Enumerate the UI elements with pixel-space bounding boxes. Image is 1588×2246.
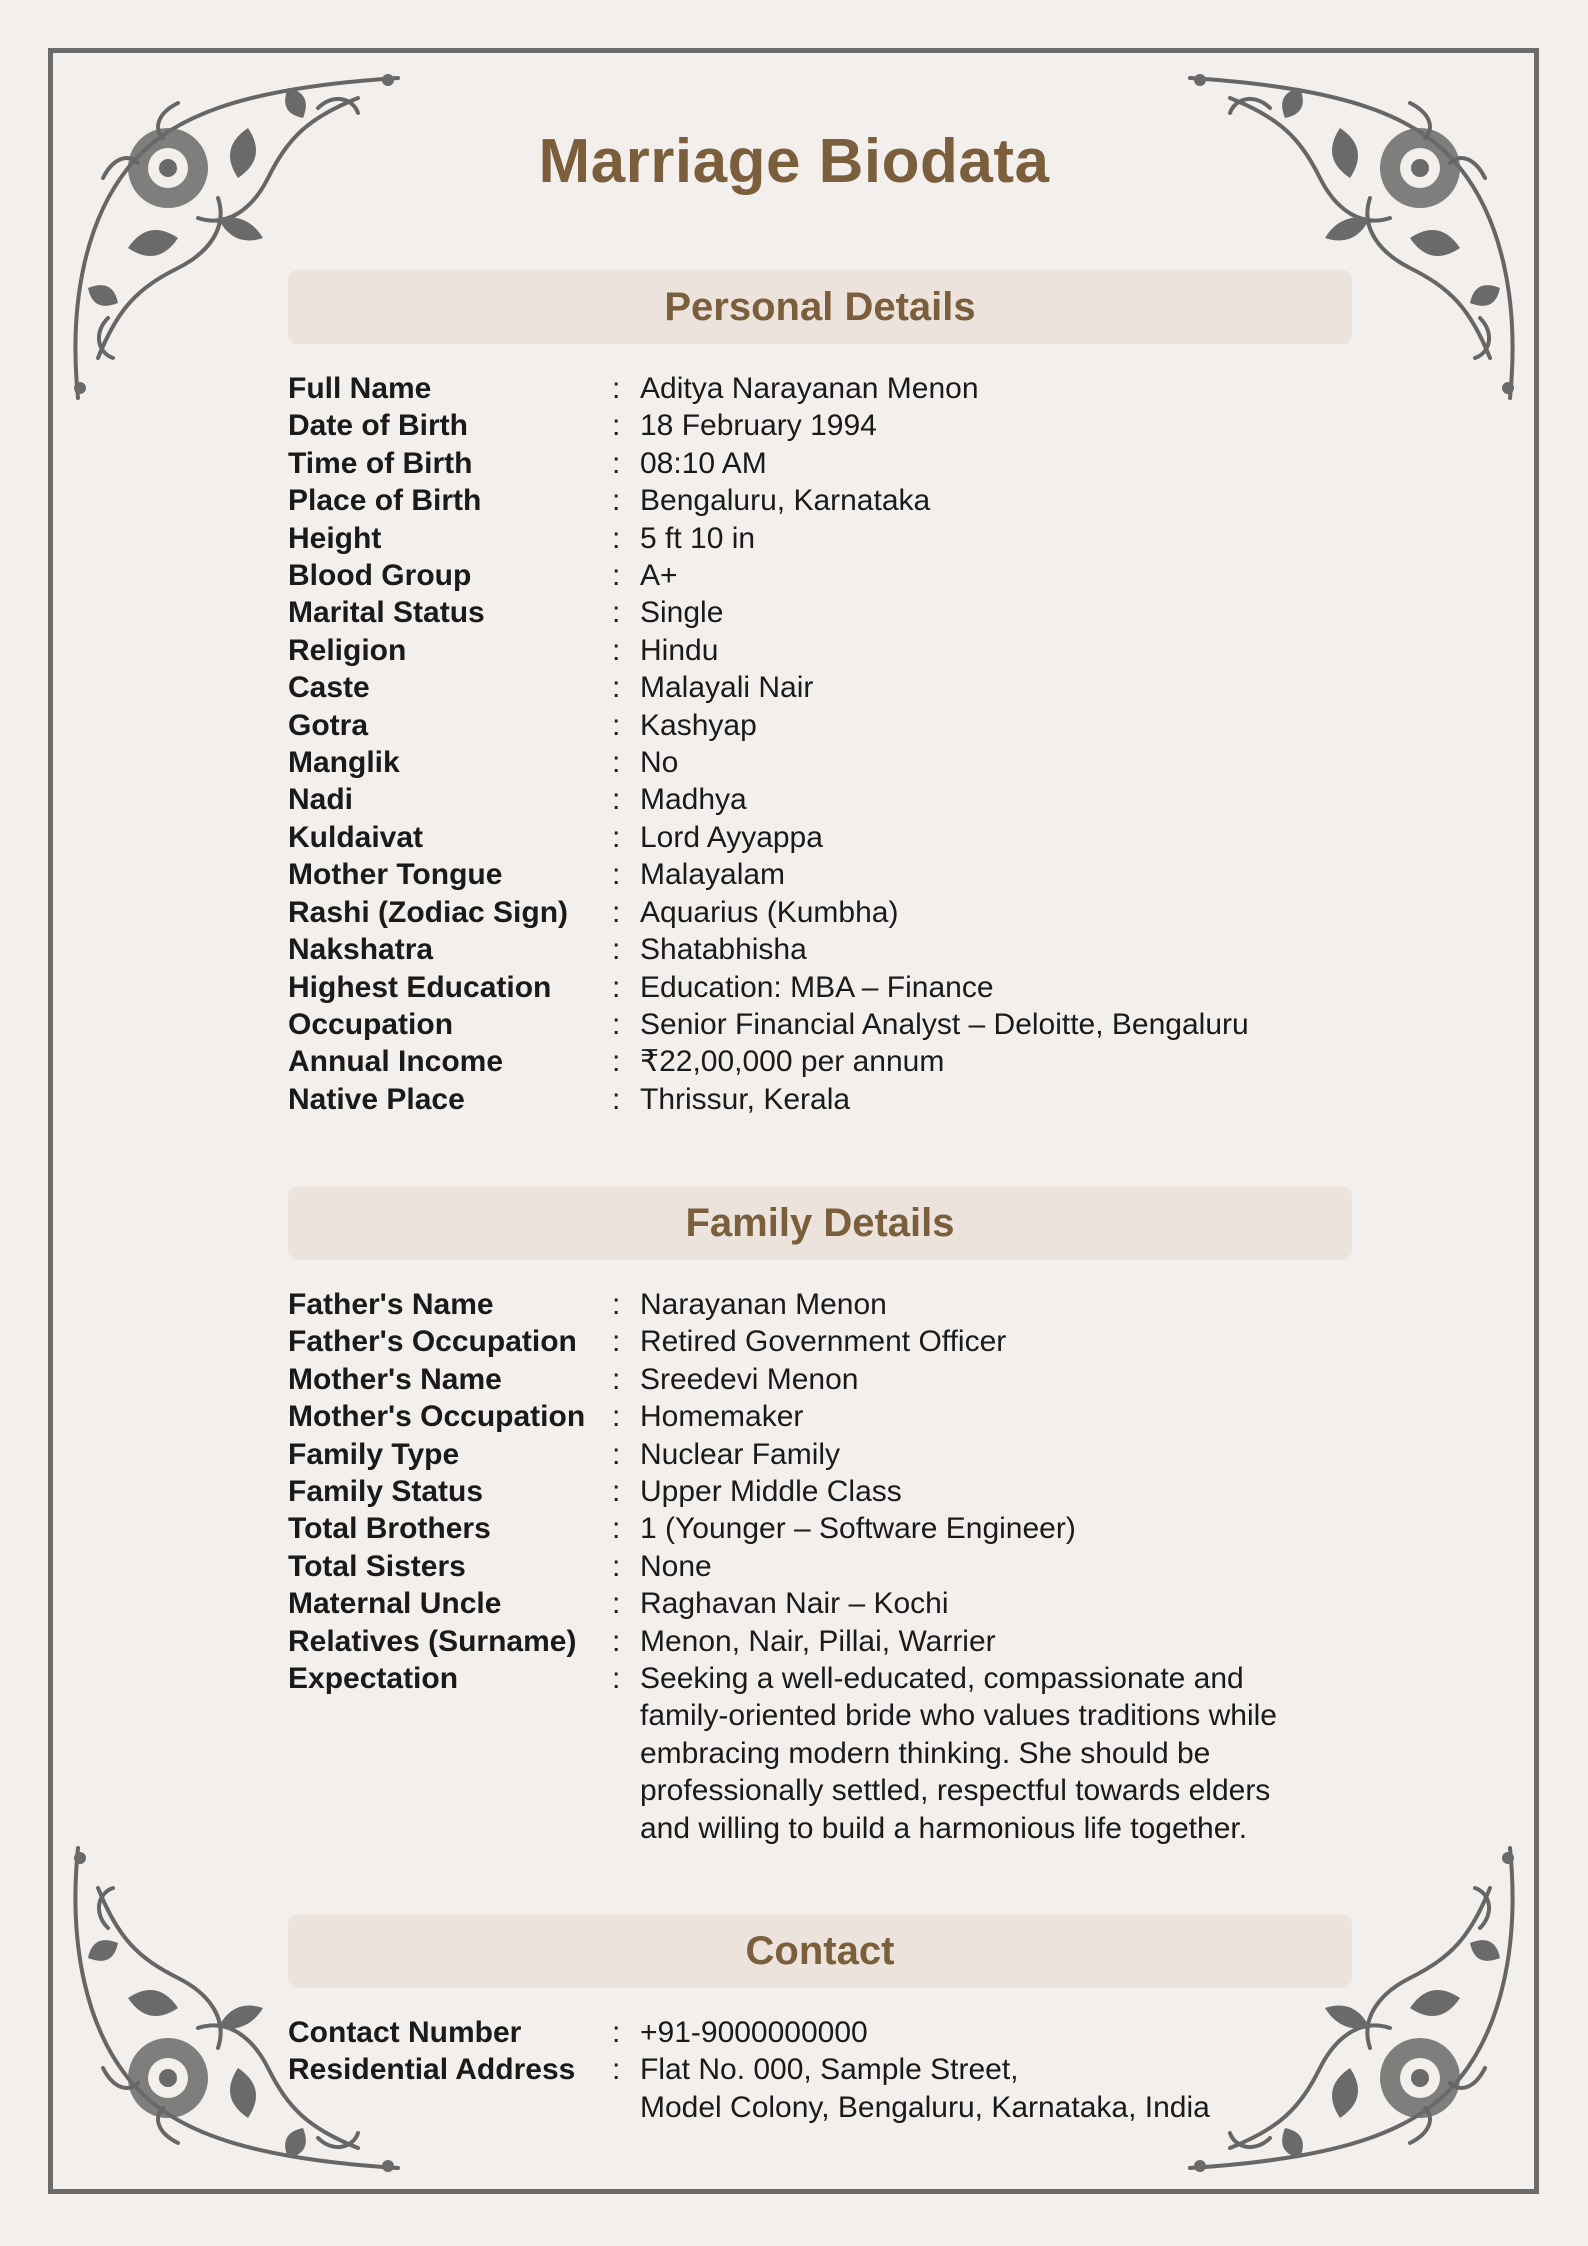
detail-row [288,1623,1352,1660]
detail-value: Bengaluru, Karnataka [640,484,931,518]
detail-label: Maternal Uncle [288,1587,502,1621]
personal-details-list [288,370,1352,1118]
detail-value: +91-9000000000 [640,2016,868,2049]
detail-separator: : [612,970,621,1004]
detail-value: Thrissur, Kerala [640,1082,851,1116]
detail-row [288,856,1352,893]
detail-separator: : [612,1007,621,1041]
detail-separator: : [612,372,621,405]
detail-value: A+ [640,559,678,593]
detail-row [288,2014,1352,2051]
detail-label: Blood Group [288,559,472,593]
detail-label: Highest Education [288,970,552,1004]
detail-row [288,407,1352,444]
personal-details-section [288,270,1352,1118]
detail-label: Mother's Name [288,1362,502,1396]
contact-details-list [288,2014,1352,2126]
detail-row [288,1081,1352,1118]
detail-row [288,1548,1352,1585]
detail-row [288,2051,1352,2126]
detail-label: Occupation [288,1007,454,1041]
detail-label: Height [288,521,382,555]
detail-value: Retired Government Officer [640,1325,1007,1359]
detail-label: Relatives (Surname) [288,1624,577,1658]
detail-value: Homemaker [640,1400,804,1434]
detail-label: Place of Birth [288,484,482,518]
detail-separator: : [612,521,621,555]
detail-value: Flat No. 000, Sample Street, Model Colony, Bengaluru, Karnataka, India [640,2053,1210,2124]
detail-label: Residential Address [288,2053,576,2087]
detail-label: Native Place [288,1082,465,1116]
detail-row [288,969,1352,1006]
detail-value: Kashyap [640,708,757,742]
detail-row [288,669,1352,706]
detail-separator: : [612,1082,621,1116]
detail-label: Full Name [288,372,432,405]
detail-label: Marital Status [288,596,485,630]
detail-row [288,1585,1352,1622]
detail-value: Senior Financial Analyst – Deloitte, Bengaluru [640,1007,1249,1041]
detail-separator: : [612,1325,621,1359]
family-details-section [288,1186,1352,1847]
detail-label: Mother's Occupation [288,1400,586,1434]
detail-value: Seeking a well-educated, compassionate and family-oriented bride who values traditions while embracing modern thinking. She should be professionally settled, respectful towards elders and willing to build a harmonious life together. [640,1662,1277,1845]
detail-value: Narayanan Menon [640,1288,887,1321]
detail-row [288,931,1352,968]
detail-separator: : [612,820,621,854]
detail-value: Lord Ayyappa [640,820,823,854]
detail-label: Total Brothers [288,1512,491,1546]
detail-separator: : [612,783,621,817]
detail-value: Education: MBA – Finance [640,970,994,1004]
detail-label: Nadi [288,783,354,817]
page-title: Marriage Biodata [538,127,1050,196]
detail-row [288,1286,1352,1323]
detail-value: None [640,1549,712,1583]
contact-section [288,1914,1352,2126]
detail-label: Total Sisters [288,1549,466,1583]
detail-value: 18 February 1994 [640,409,877,443]
detail-separator: : [612,446,621,480]
detail-label: Family Type [288,1437,460,1471]
detail-separator: : [612,1045,621,1079]
detail-row [288,1473,1352,1510]
personal-details-heading: Personal Details [288,270,1352,344]
detail-separator: : [612,1624,621,1658]
detail-separator: : [612,409,621,443]
detail-value: Aquarius (Kumbha) [640,895,899,929]
detail-value: 1 (Younger – Software Engineer) [640,1512,1076,1546]
detail-label: Father's Occupation [288,1325,577,1359]
detail-value: No [640,746,679,780]
detail-label: Father's Name [288,1288,494,1321]
detail-row [288,894,1352,931]
contact-heading: Contact [288,1914,1352,1988]
detail-separator: : [612,1362,621,1396]
detail-value: Sreedevi Menon [640,1362,859,1396]
detail-row [288,557,1352,594]
detail-row [288,1436,1352,1473]
detail-row [288,632,1352,669]
detail-separator: : [612,746,621,780]
detail-value: Shatabhisha [640,933,807,967]
detail-separator: : [612,1587,621,1621]
detail-row [288,819,1352,856]
detail-row [288,1660,1352,1847]
detail-row [288,744,1352,781]
detail-separator: : [612,708,621,742]
detail-label: Religion [288,633,407,667]
detail-label: Date of Birth [288,409,468,443]
family-details-list [288,1286,1352,1847]
detail-label: Rashi (Zodiac Sign) [288,895,569,929]
detail-separator: : [612,1400,621,1434]
detail-separator: : [612,858,621,892]
detail-separator: : [612,1512,621,1546]
detail-value: Malayalam [640,858,786,892]
detail-label: Mother Tongue [288,858,503,892]
detail-value: ₹22,00,000 per annum [640,1045,945,1079]
detail-label: Manglik [288,746,400,780]
detail-row [288,370,1352,407]
detail-row [288,1398,1352,1435]
detail-value: 08:10 AM [640,446,767,480]
detail-value: Upper Middle Class [640,1475,902,1509]
detail-label: Contact Number [288,2016,522,2049]
detail-separator: : [612,484,621,518]
detail-separator: : [612,1662,621,1696]
detail-value: 5 ft 10 in [640,521,756,555]
detail-label: Gotra [288,708,369,742]
detail-separator: : [612,671,621,705]
detail-value: Single [640,596,724,630]
detail-separator: : [612,2053,621,2087]
detail-row [288,1006,1352,1043]
detail-separator: : [612,1288,621,1321]
detail-row [288,594,1352,631]
detail-value: Malayali Nair [640,671,814,705]
detail-row [288,520,1352,557]
detail-label: Annual Income [288,1045,504,1079]
detail-separator: : [612,933,621,967]
detail-separator: : [612,1475,621,1509]
detail-row [288,482,1352,519]
detail-row [288,707,1352,744]
detail-value: Aditya Narayanan Menon [640,372,979,405]
detail-value: Raghavan Nair – Kochi [640,1587,949,1621]
detail-separator: : [612,2016,621,2049]
detail-label: Family Status [288,1475,484,1509]
detail-separator: : [612,1437,621,1471]
detail-row [288,445,1352,482]
detail-row [288,781,1352,818]
detail-label: Time of Birth [288,446,473,480]
detail-separator: : [612,895,621,929]
detail-separator: : [612,559,621,593]
detail-value: Hindu [640,633,719,667]
detail-label: Caste [288,671,370,705]
detail-label: Expectation [288,1662,459,1696]
detail-separator: : [612,633,621,667]
detail-value: Nuclear Family [640,1437,841,1471]
detail-label: Kuldaivat [288,820,424,854]
detail-row [288,1510,1352,1547]
detail-separator: : [612,1549,621,1583]
detail-label: Nakshatra [288,933,434,967]
detail-row [288,1361,1352,1398]
detail-value: Menon, Nair, Pillai, Warrier [640,1624,996,1658]
family-details-heading: Family Details [288,1186,1352,1260]
detail-row [288,1043,1352,1080]
detail-row [288,1323,1352,1360]
detail-separator: : [612,596,621,630]
detail-value: Madhya [640,783,747,817]
